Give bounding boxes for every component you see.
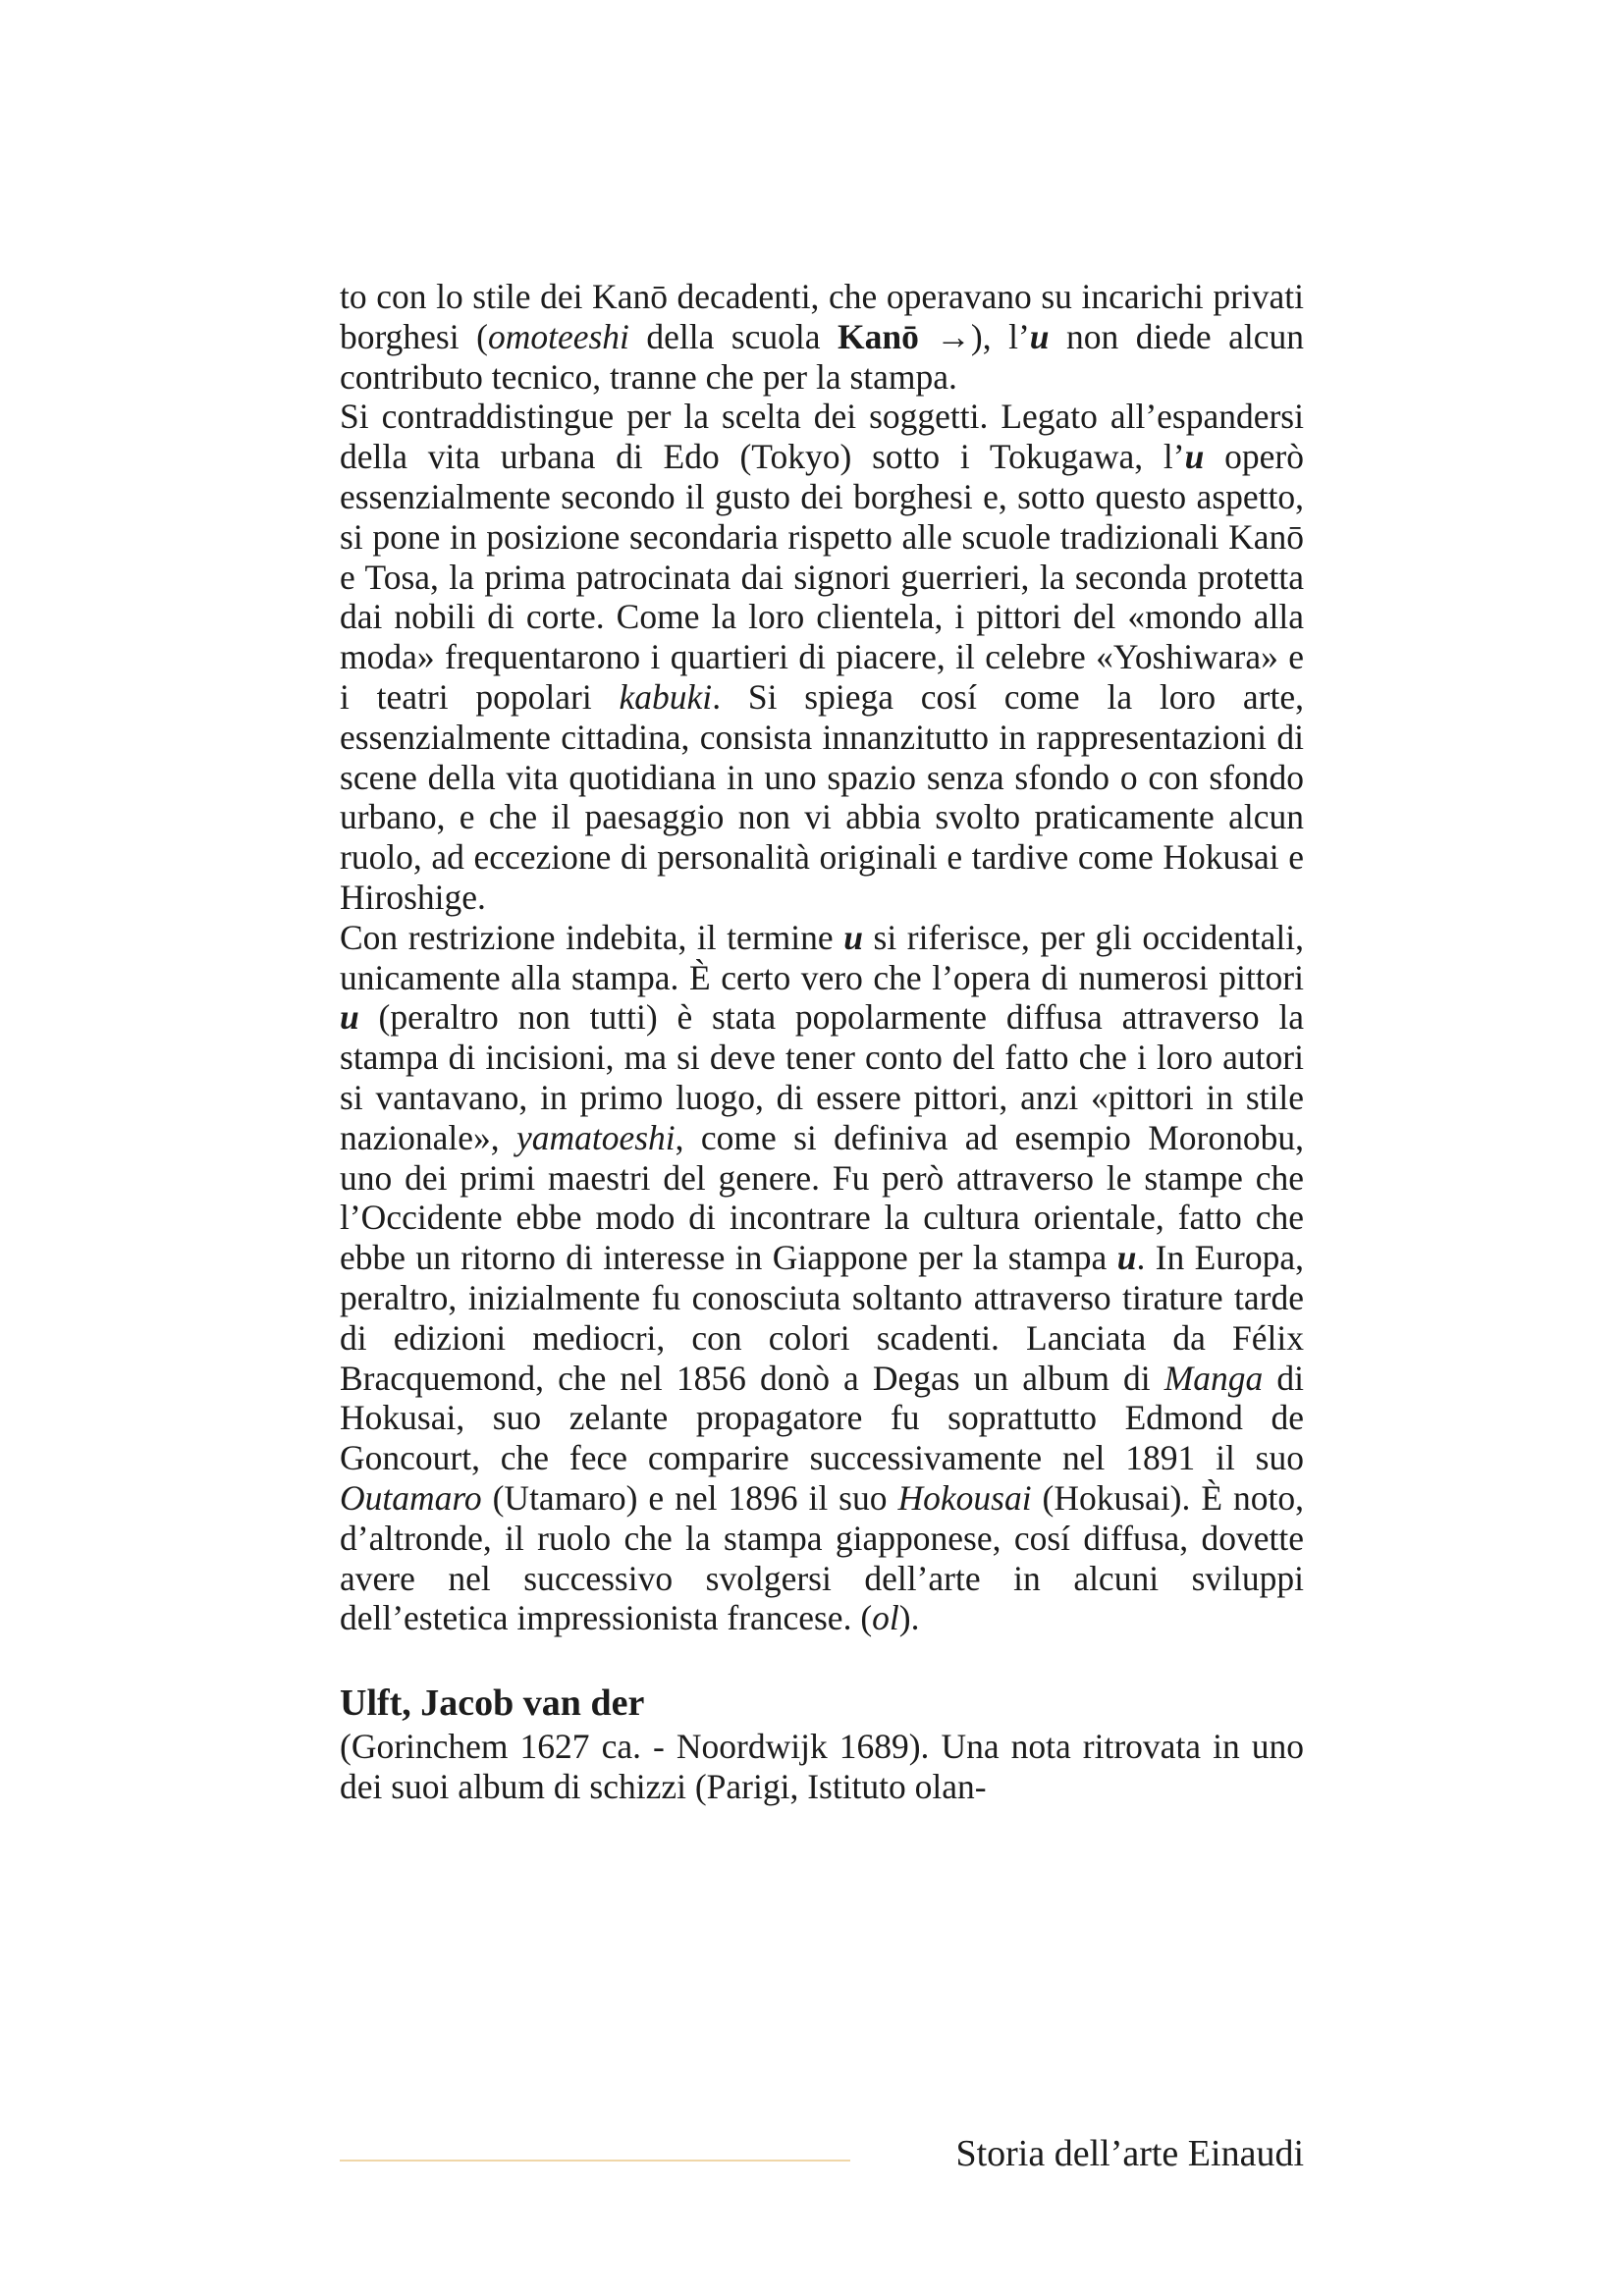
cross-reference: Kanō — [838, 316, 919, 356]
headword-abbrev: u — [1029, 316, 1050, 356]
italic-term: yamatoeshi — [515, 1117, 676, 1157]
text-run: (Hokusai). È noto, d’altronde, il ruolo che la stampa giapponese, cosí diffusa, dovette avere nel successivo svolgersi dell’arte in alcuni sviluppi dell’estetica impressionista francese. ( — [340, 1477, 1305, 1638]
entry-body: (Gorinchem 1627 ca. - Noordwijk 1689). Una nota ritrovata in uno dei suoi album di schizzi (Parigi, Istituto olan- — [340, 1727, 1304, 1806]
text-run: to con lo stile dei Kanō decadenti, che operavano su incarichi privati borghesi ( — [340, 277, 1304, 356]
headword-abbrev: u — [340, 997, 359, 1038]
text-run: ). — [898, 1598, 920, 1638]
paragraph-2 — [340, 397, 1304, 917]
text-run: . Si spiega cosí come la loro arte, essenzialmente cittadina, consista innanzitutto in rappresentazioni di scene della vita quotidiana in uno spazio senza sfondo o con sfondo urbano, e che il paesaggio non vi abbia svolto praticamente alcun ruolo, ad eccezione di personalità originali e tardive come Hokusai e Hiroshige. — [340, 676, 1304, 917]
text-run: di Hokusai, suo zelante propagatore fu soprattutto Edmond de Goncourt, che fece comparire successivamente nel 1891 il suo — [340, 1358, 1304, 1478]
headword-abbrev: u — [843, 917, 863, 957]
text-run: (peraltro non tutti) è stata popolarmente diffusa attraverso la stampa di incisioni, ma si deve tener conto del fatto che i loro autori si vantavano, in primo luogo, di essere pittori, anzi «pittori in stile nazionale», — [340, 997, 1304, 1157]
footer-title: Storia dell’arte Einaudi — [955, 2133, 1304, 2174]
text-run: Si contraddistingue per la scelta dei soggetti. Legato all’espandersi della vita urbana di Edo (Tokyo) sotto i Tokugawa, l’ — [340, 397, 1304, 477]
italic-term: ol — [872, 1598, 899, 1638]
italic-term: Hokousai — [897, 1477, 1032, 1518]
entry-title: Ulft, Jacob van der — [340, 1682, 645, 1725]
paragraph-3 — [340, 918, 1304, 1638]
italic-term: Outamaro — [340, 1477, 482, 1518]
italic-term: kabuki — [619, 676, 713, 717]
paragraph-1 — [340, 277, 1304, 397]
footer-rule — [340, 2160, 850, 2162]
text-run: →), l’ — [918, 316, 1030, 356]
text-run: , come si definiva ad esempio Moronobu, uno dei primi maestri del genere. Fu però attraverso le stampe che l’Occidente ebbe modo di incontrare la cultura orientale, fatto che ebbe un ritorno di interesse in Giappone per la stampa — [340, 1117, 1304, 1278]
page-content — [340, 277, 1304, 1807]
italic-term: Manga — [1163, 1358, 1264, 1398]
headword-abbrev: u — [1116, 1238, 1137, 1278]
text-run: si riferisce, per gli occidentali, unicamente alla stampa. È certo vero che l’opera di numerosi pittori — [340, 917, 1304, 997]
text-run: non diede alcun contributo tecnico, tranne che per la stampa. — [340, 316, 1305, 397]
text-run: . In Europa, peraltro, inizialmente fu conosciuta soltanto attraverso tirature tarde di edizioni mediocri, con colori scadenti. Lanciata da Félix Bracquemond, che nel 1856 donò a Degas un album di — [340, 1238, 1304, 1398]
headword-abbrev: u — [1184, 437, 1205, 477]
italic-term: omoteeshi — [487, 316, 629, 356]
text-run: Con restrizione indebita, il termine — [340, 917, 844, 957]
text-run: della scuola — [628, 316, 839, 356]
text-run: (Utamaro) e nel 1896 il suo — [481, 1477, 898, 1518]
text-run: operò essenzialmente secondo il gusto dei borghesi e, sotto questo aspetto, si pone in posizione secondaria rispetto alle scuole tradizionali Kanō e Tosa, la prima patrocinata dai signori guerrieri, la seconda protetta dai nobili di corte. Come la loro clientela, i pittori del «mondo alla moda» frequentarono i quartieri di piacere, il celebre «Yoshiwara» e i teatri popolari — [340, 437, 1304, 717]
